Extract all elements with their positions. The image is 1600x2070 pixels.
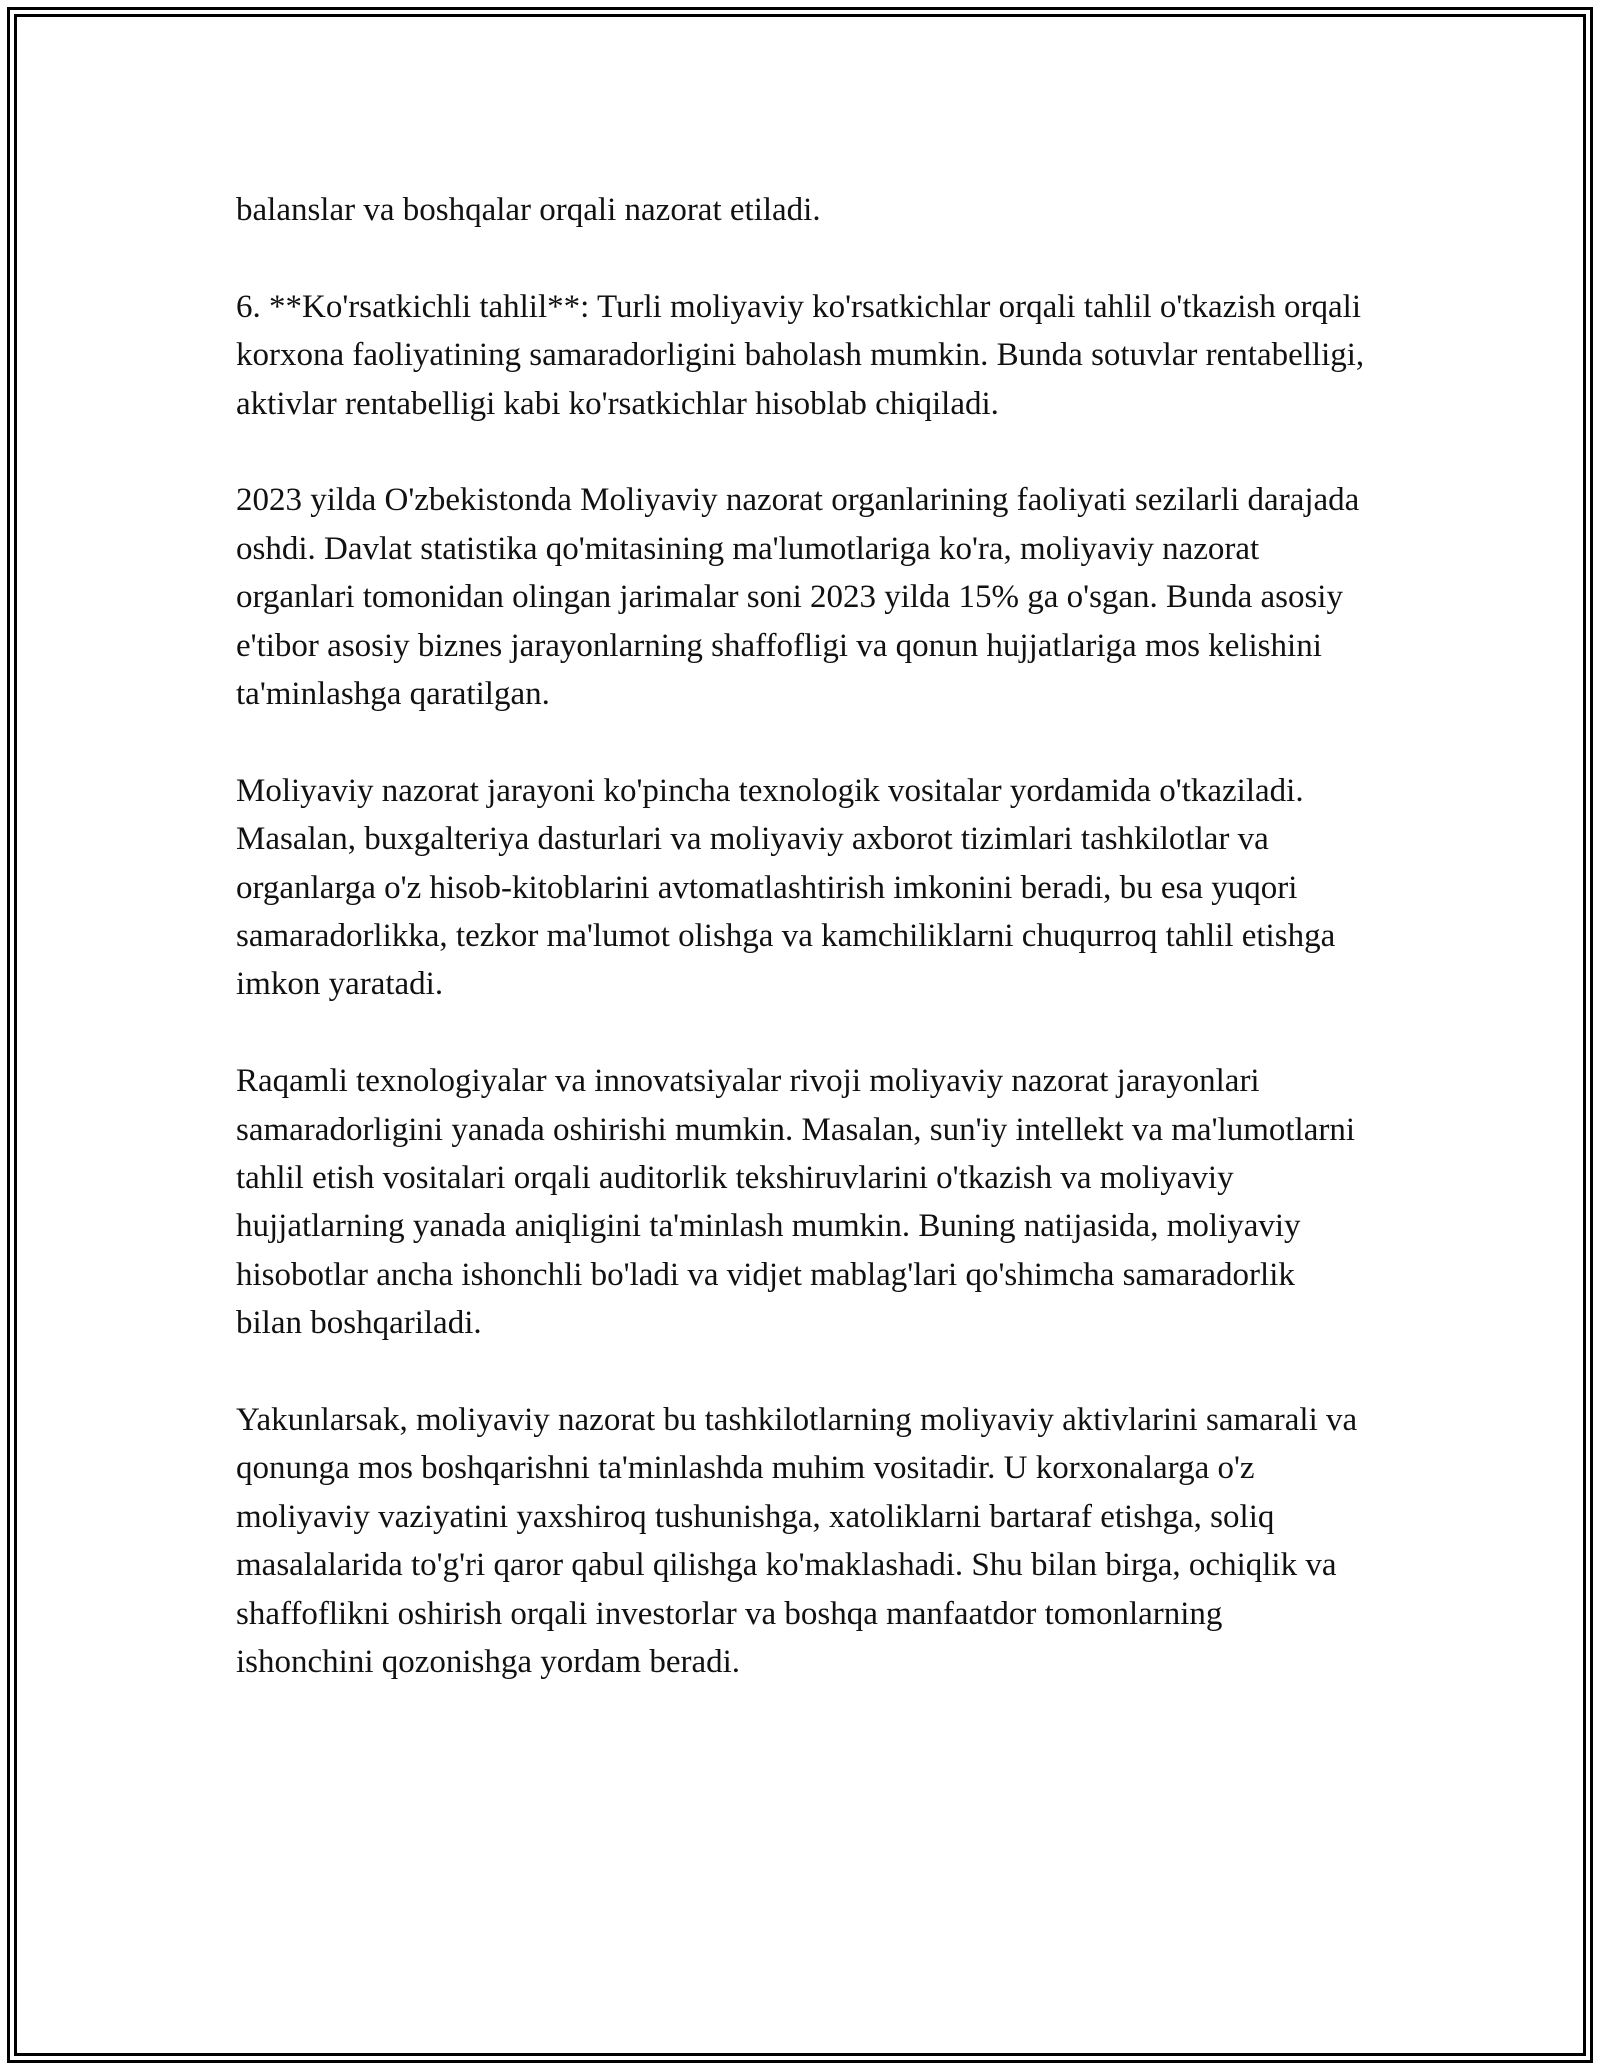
paragraph-2023-statistics: 2023 yilda O'zbekistonda Moliyaviy nazorat organlarining faoliyati sezilarli darajada oshdi. Davlat statistika qo'mitasining ma'lumotlariga ko'ra, moliyaviy nazorat organlari tomonidan olingan jarimalar soni 2023 yilda 15% ga o'sgan. Bunda asosiy e'tibor asosiy biznes jarayonlarning shaffofligi va qonun hujjatlariga mos kelishini ta'minlashga qaratilgan.	[236, 482, 1360, 713]
paragraph-ratio-analysis: 6. **Ko'rsatkichli tahlil**: Turli moliyaviy ko'rsatkichlar orqali tahlil o'tkazish orqali korxona faoliyatining samaradorligini baholash mumkin. Bunda sotuvlar rentabelligi, aktivlar rentabelligi kabi ko'rsatkichlar hisoblab chiqiladi.	[236, 288, 1365, 422]
paragraph-continuation: balanslar va boshqalar orqali nazorat etiladi.	[236, 192, 821, 228]
paragraph-conclusion: Yakunlarsak, moliyaviy nazorat bu tashkilotlarning moliyaviy aktivlarini samarali va qonunga mos boshqarishni ta'minlashda muhim vositadir. U korxonalarga o'z moliyaviy vaziyatini yaxshiroq tushunishga, xatoliklarni bartaraf etishga, soliq masalalarida to'g'ri qaror qabul qilishga ko'maklashadi. Shu bilan birga, ochiqlik va shaffoflikni oshirish orqali investorlar va boshqa manfaatdor tomonlarning ishonchini qozonishga yordam beradi.	[236, 1402, 1358, 1681]
paragraph-technology-tools: Moliyaviy nazorat jarayoni ko'pincha texnologik vositalar yordamida o'tkaziladi. Masalan, buxgalteriya dasturlari va moliyaviy axborot tizimlari tashkilotlar va organlarga o'z hisob-kitoblarini avtomatlashtirish imkonini beradi, bu esa yuqori samaradorlikka, tezkor ma'lumot olishga va kamchiliklarni chuqurroq tahlil etishga imkon yaratadi.	[236, 772, 1336, 1003]
document-body	[236, 186, 1366, 1735]
paragraph-digital-innovation: Raqamli texnologiyalar va innovatsiyalar rivoji moliyaviy nazorat jarayonlari samaradorligini yanada oshirishi mumkin. Masalan, sun'iy intellekt va ma'lumotlarni tahlil etish vositalari orqali auditorlik tekshiruvlarini o'tkazish va moliyaviy hujjatlarning yanada aniqligini ta'minlash mumkin. Buning natijasida, moliyaviy hisobotlar ancha ishonchli bo'ladi va vidjet mablag'lari qo'shimcha samaradorlik bilan boshqariladi.	[236, 1063, 1356, 1342]
